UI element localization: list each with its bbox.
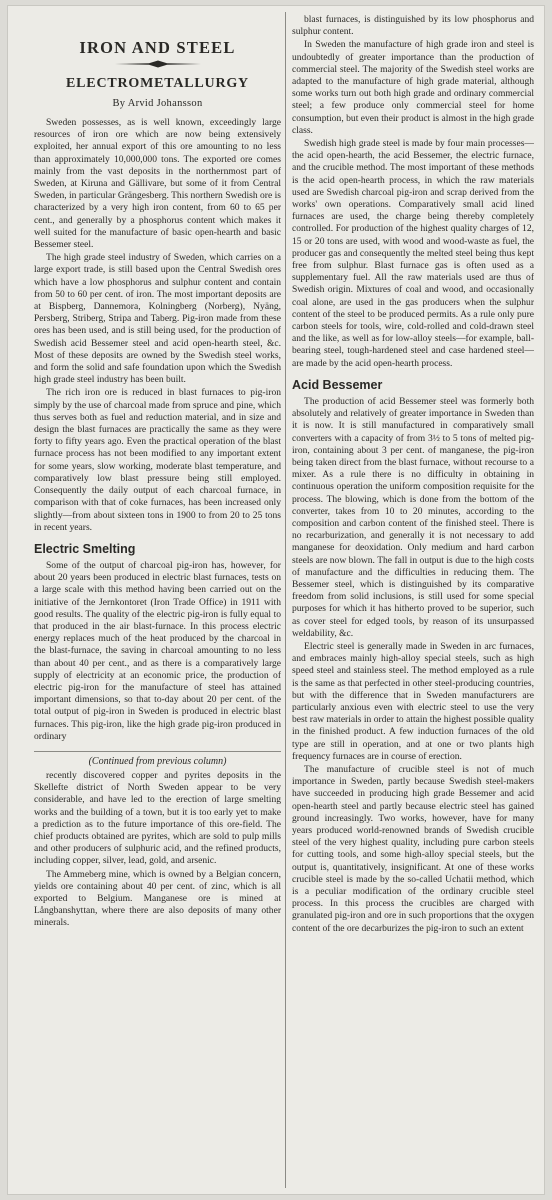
paragraph: Electric steel is generally made in Sweden in arc furnaces, and embraces mainly high-alloy special steels, such as high speed steel and stainless steel. The method employed as a rule is the same as that perfected in other steel-producing countries, but with the difference that in Sweden manufacturers are particularly anxious even with electric steel to use the very best raw materials in order to attain the highest possible quality in the finished product. A few induction furnaces of the old type are still in operation, and at one or two plants high frequency furnaces are in course of erection. (292, 640, 534, 762)
paragraph: blast furnaces, is distinguished by its low phosphorus and sulphur content. (292, 14, 534, 38)
electric-smelting-paragraphs (34, 560, 281, 743)
paragraph: Some of the output of charcoal pig-iron has, however, for about 20 years been produced in electric blast furnaces, tests on a large scale with this method having been carried out on the initiative of the Jernkontoret (Iron Trade Office) in 1911 with good results. The quality of the electric pig-iron is fully equal to that produced in the air blast-furnace. In this process electric energy replaces much of the heat produced by the charcoal in the blast-furnace, the saving in charcoal amounting to no less than about 40 per cent., and as there is a comparatively large supply of electricity at an economic price, the production of electric pig-iron for the manufacture of steel has attained important dimensions, so that to-day about 20 per cent. of the total output of pig-iron in Sweden is produced in electric blast furnaces. This pig-iron, like the high grade pig-iron produced in ordinary (34, 559, 281, 742)
left-column (34, 28, 281, 1178)
high-grade-paragraphs (292, 14, 534, 370)
right-column (292, 14, 534, 1184)
column-rule (285, 12, 286, 1188)
paragraph: The high grade steel industry of Sweden, which carries on a large export trade, is still based upon the Central Swedish ores which have a low phosphorus and sulphur content and contain from 50 to 60 per cent. of iron. The most important deposits are at Bispberg, Dannemora, Kolningberg (Norberg), Nyäng, Persberg, Striberg, Stripa and Taberg. Pig-iron made from these ores has been used, and is still being used, for the production of Swedish acid Bessemer steel and acid open-hearth steel, &c. Most of these deposits are owned by the Swedish steel works, and form the solid and safe foundation upon which the Swedish high grade steel industry has been built. (34, 252, 281, 386)
continued-paragraphs (34, 770, 281, 930)
newspaper-clipping (8, 6, 544, 1194)
section-masthead: IRON AND STEEL (79, 38, 236, 57)
paragraph: The rich iron ore is reduced in blast furnaces to pig-iron simply by the use of charcoal made from spruce and pine, which thus serves both as fuel and reduction material, and in size and design the blast furnaces are practically the same as they were forty to fifty years ago. Even the practical operation of the blast furnace process has not been modified to any important extent for some years, slow working, moderate blast temperature, and comparatively low blast pressure being still employed. Consequently the daily output of each charcoal furnace, in comparison with that of coke furnaces, has been increased only slightly—from about sixteen tons in 1900 to from 20 to 25 tons in recent years. (34, 387, 281, 533)
paragraph: The Ammeberg mine, which is owned by a Belgian concern, yields ore containing about 40 per cent. of zinc, which is all exported to Belgium. Manganese ore is mined at Långbanshyttan, where there are also deposits of many other minerals. (34, 868, 281, 929)
subhead-electric-smelting: Electric Smelting (34, 541, 136, 556)
paragraph: In Sweden the manufacture of high grade iron and steel is undoubtedly of greater importance than the production of commercial steel. The majority of the Swedish steel works are adapted to the manufacture of high grade material, although some works turn out both high grade and ordinary commercial steel; a few produce only commercial steel for home consumption, but even their product is almost in the high grade class. (292, 39, 534, 136)
acid-bessemer-paragraphs (292, 396, 534, 935)
paragraph: recently discovered copper and pyrites deposits in the Skellefte district of North Sweden appear to be very considerable, and have led to the erection of large smelting works and the building of a town, but it is too early yet to make a prediction as to the future importance of this ore-field. The chief products obtained are pyrites, which are sold to pulp mills and other producers of sulphuric acid, and the refined products, including copper, silver, lead, gold, and arsenic. (34, 769, 281, 867)
subhead-acid-bessemer: Acid Bessemer (292, 377, 383, 392)
paragraph: The manufacture of crucible steel is not of much importance in Sweden, partly because Swedish steel-makers have succeeded in producing high grade Bessemer and acid open-hearth steel and partly because electric steel has gained ground increasingly. Two works, however, have for many years produced world-renowned brands of Swedish crucible steel of the very highest quality, including pure carbon steels for cutting tools, and some high-alloy special steels, but the output is, quantitatively, insignificant. At one of these works crucible steel is made by the so-called Uchatii method, which is a peculiar modification of the ordinary crucible steel process. In this process the crucibles are charged with granulated pig-iron and ore in such proportions that the oxygen content of the ore decarburizes the pig-iron to such an extent (292, 763, 534, 934)
paragraph: Sweden possesses, as is well known, exceedingly large resources of iron ore which are now being extensively exploited, her annual export of this ore amounting to no less than approximately 10,000,000 tons. The exported ore comes mainly from the vast deposits in the northernmost part of Sweden, at Kiruna and Gällivare, but some of it from Central Sweden, in particular Grängesberg. This northern Swedish ore is characterized by a very high iron content, from 60 to 65 per cent., and generally by a phosphorus content which makes it well suited for the manufacture of basic open-hearth and basic Bessemer steel. (34, 117, 281, 251)
clipping-divider (34, 751, 281, 752)
continued-label: (Continued from previous column) (88, 755, 227, 767)
intro-paragraphs (34, 117, 281, 534)
article-headline: ELECTROMETALLURGY (66, 76, 249, 91)
paragraph: The production of acid Bessemer steel was formerly both absolutely and relatively of greater importance in Sweden than it is now. It is still manufactured in comparatively small converters with a capacity of from 3½ to 5 tons of melted pig-iron, containing about 3 per cent. of manganese, the pig-iron being taken direct from the blast furnace, without recourse to a mixer. As a rule there is no difficulty in obtaining in continuous operation the uniform composition requisite for the process. The blowing, which is done from the bottom of the converter, takes from 10 to 20 minutes, according to the composition and carbon content of the finished steel. There is no recarburization, and generally it is not necessary to add manganese for deoxidation. Only medium and hard carbon steels are now blown. The fall in output is due to the high costs of manufacture and the difficulties in reducing them. The Bessemer steel, which is distinguished by its comparative freedom from solid inclusions, is still used for some special purposes for which it has hitherto proved to be superior, such as cover steel for edged tools, by reason of its unsurpassed weldability, &c. (292, 395, 534, 639)
article-byline: By Arvid Johansson (112, 98, 203, 109)
ornament-rule (115, 60, 201, 68)
paragraph: Swedish high grade steel is made by four main processes—the acid open-hearth, the acid Bessemer, the electric furnace, and the crucible method. The most important of these methods is the acid open-hearth process, in which the raw materials used are Swedish charcoal pig-iron and scrap derived from the works' own operations. Comparatively small acid lined furnaces are used, the charge being thereby completely controlled. For production of the highest quality charges of 12, 15 or 20 tons are used, with wood and wood-waste as fuel, the producer gas and consequently the melted steel being thus kept free from sulphur. Blast furnace gas is often used as a supplementary fuel. All the raw materials used are thus of Swedish origin. Mixtures of coal and wood, and occasionally coal alone, are used in the gas producers when the sulphur content of the steel to be produced permits. As a rule only pure carbon steels for tools, wire, cold-rolled and cold-drawn steel and the like, as well as for low-alloy steels—for example, ball-bearing steel, tough-hardened steel and case hardened steel—are made by the acid open-hearth process. (292, 138, 534, 369)
